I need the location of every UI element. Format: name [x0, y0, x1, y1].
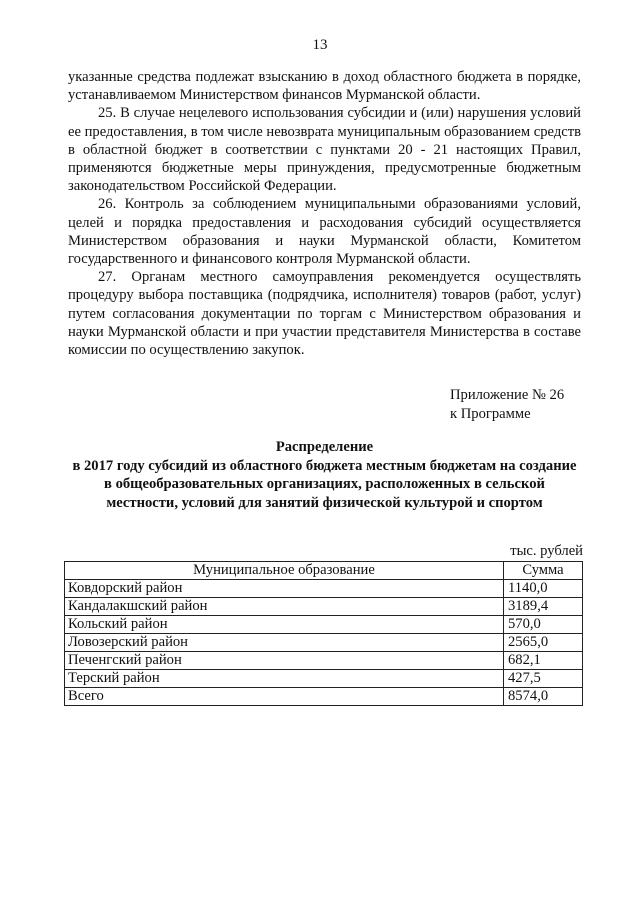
appendix-label: [450, 386, 564, 423]
table-row: [65, 652, 583, 670]
table-row: [65, 670, 583, 688]
row-name: Печенгский район: [65, 652, 504, 670]
distribution-title: [68, 438, 581, 512]
header-sum: Сумма: [504, 562, 583, 580]
row-sum: 427,5: [504, 670, 583, 688]
row-name: Ловозерский район: [65, 634, 504, 652]
paragraph-continuation: указанные средства подлежат взысканию в доход областного бюджета в порядке, устанавливаемом Министерством финансов Мурманской области.: [68, 69, 581, 104]
row-name: Терский район: [65, 670, 504, 688]
row-name: Кандалакшский район: [65, 598, 504, 616]
header-municipality: Муниципальное образование: [65, 562, 504, 580]
paragraph-27: 27. Органам местного самоуправления рекомендуется осуществлять процедуру выбора поставщика (подрядчика, исполнителя) товаров (работ, услуг) путем согласования документации по торгам с Министерством образования и науки Мурманской области и при участии представителя Министерства в составе комиссии по осуществлению закупок.: [68, 269, 581, 359]
total-sum: 8574,0: [504, 688, 583, 706]
paragraph-25: 25. В случае нецелевого использования субсидии и (или) нарушения условий ее предоставления, в том числе невозврата муниципальным образованием средств в областной бюджет в соответствии с пунктами 20 - 21 настоящих Правил, применяются бюджетные меры принуждения, предусмотренные бюджетным законодательством Российской Федерации.: [68, 105, 581, 195]
distribution-table: [64, 561, 583, 706]
page-number: 13: [312, 37, 328, 53]
row-sum: 570,0: [504, 616, 583, 634]
row-sum: 3189,4: [504, 598, 583, 616]
table-row: [65, 598, 583, 616]
row-name: Кольский район: [65, 616, 504, 634]
table-row: [65, 634, 583, 652]
body-text: [68, 68, 581, 359]
table-total-row: [65, 688, 583, 706]
row-sum: 2565,0: [504, 634, 583, 652]
units-label: тыс. рублей: [510, 543, 583, 559]
title-subheading: в 2017 году субсидий из областного бюджета местным бюджетам на создание в общеобразовательных организациях, расположенных в сельской местности, условий для занятий физической культурой и спортом: [72, 457, 577, 511]
row-sum: 1140,0: [504, 580, 583, 598]
title-heading: Распределение: [275, 439, 374, 455]
total-label: Всего: [65, 688, 504, 706]
appendix-number: Приложение № 26: [450, 387, 565, 403]
row-name: Ковдорский район: [65, 580, 504, 598]
table-header-row: [65, 562, 583, 580]
table-row: [65, 616, 583, 634]
table-row: [65, 580, 583, 598]
appendix-program: к Программе: [450, 405, 531, 422]
row-sum: 682,1: [504, 652, 583, 670]
paragraph-26: 26. Контроль за соблюдением муниципальными образованиями условий, целей и порядка предоставления и расходования субсидий осуществляется Министерством образования и науки Мурманской области, Комитетом государственного и финансового контроля Мурманской области.: [68, 196, 581, 268]
